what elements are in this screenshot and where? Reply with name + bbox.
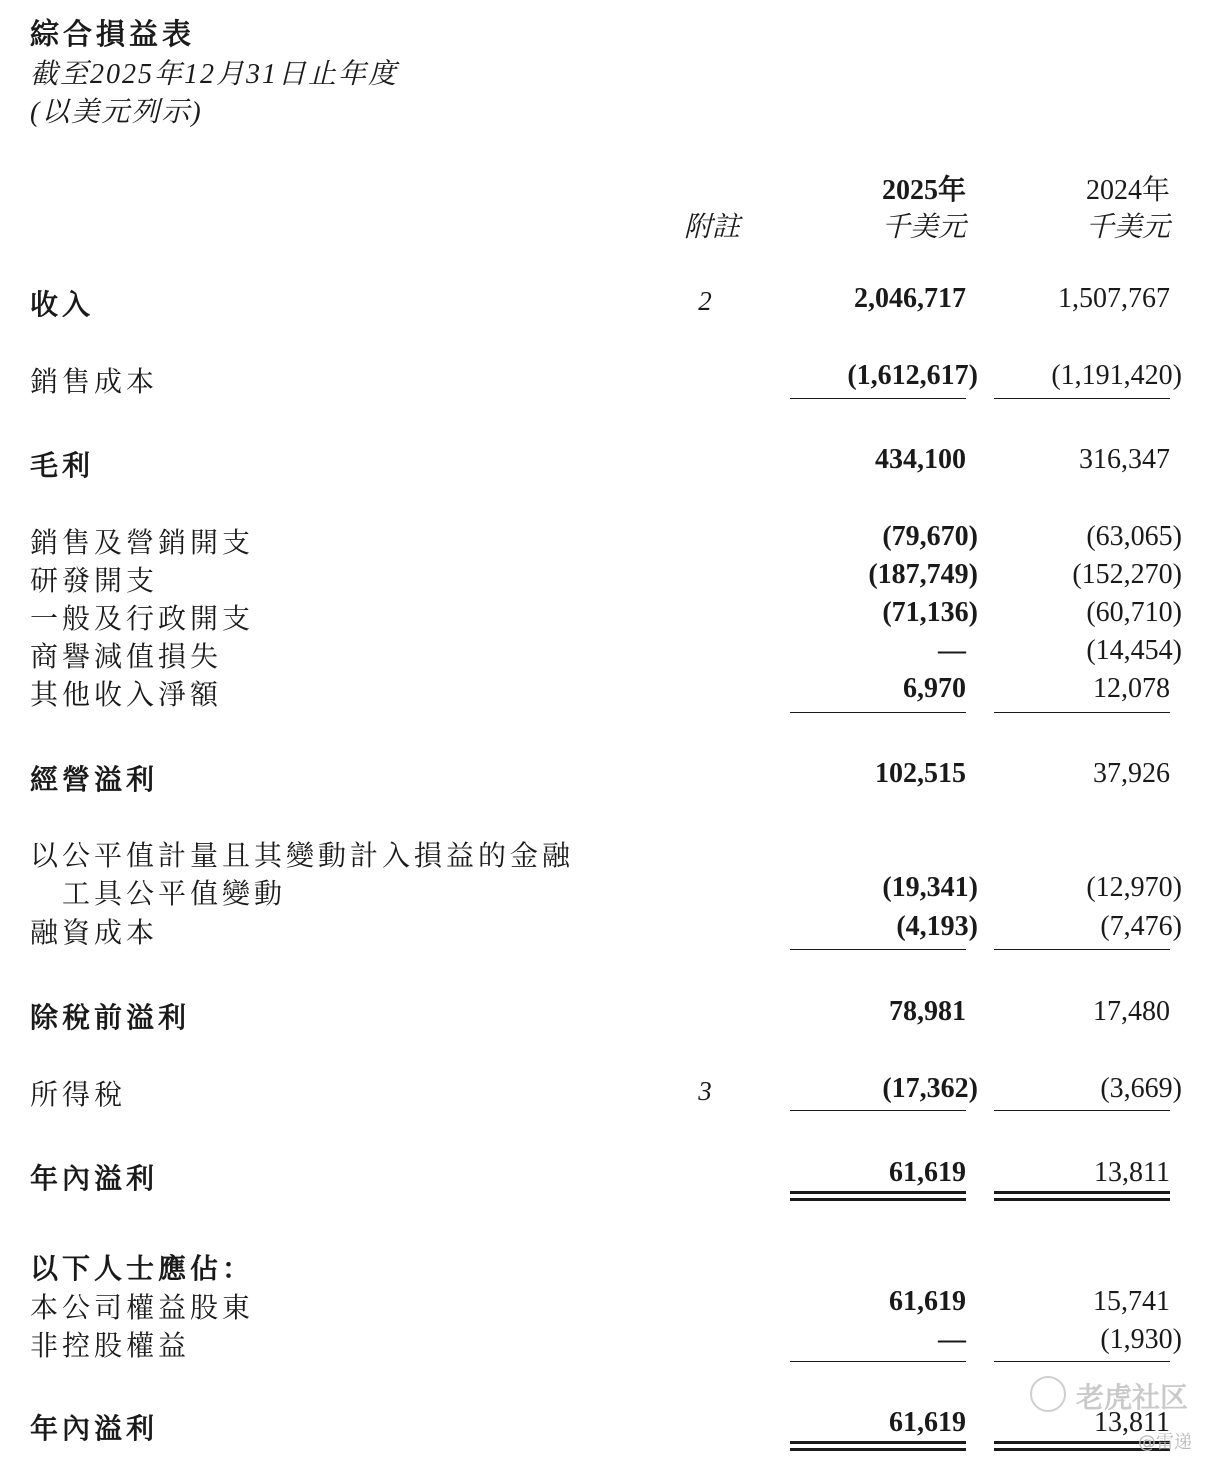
currency-note: (以美元列示) [30,97,203,128]
row-label-fair-value-changes: 以公平值計量且其變動計入損益的金融 [30,839,575,872]
underline-2025 [790,398,966,399]
value-2024-income-tax: (3,669) [1100,1073,1182,1104]
value-2025-finance-costs: (4,193) [896,911,978,942]
period-subtitle: 截至2025年12月31日止年度 [30,59,399,90]
value-2025-profit-for-year: 61,619 [889,1157,966,1188]
row-label-goodwill-impairment: 商譽減值損失 [30,640,223,673]
row-label-non-controlling-interests: 非控股權益 [30,1329,191,1362]
value-2024-admin-expenses: (60,710) [1086,597,1182,628]
watermark-brand: 老虎社区 [1076,1381,1189,1414]
statement-title: 綜合損益表 [30,17,196,51]
row-label-selling-expenses: 銷售及營銷開支 [30,526,255,559]
value-2025-fair-value-changes: (19,341) [882,872,978,903]
value-2025-profit-for-year-total: 61,619 [889,1407,966,1438]
row-label-revenue: 收入 [30,288,95,321]
value-2025-income-tax: (17,362) [882,1073,978,1104]
value-2024-rd-expenses: (152,270) [1072,559,1182,590]
value-2025-equity-shareholders: 61,619 [889,1286,966,1317]
value-2024-profit-before-tax: 17,480 [1093,996,1170,1027]
underline-2024 [994,712,1170,713]
value-2024-fair-value-changes: (12,970) [1086,872,1182,903]
underline-2025 [790,1361,966,1362]
value-2025-cost-of-sales: (1,612,617) [847,360,978,391]
row-note-revenue: 2 [698,286,712,316]
row-label-operating-profit: 經營溢利 [30,763,159,796]
value-2024-profit-for-year: 13,811 [1094,1157,1170,1188]
value-2025-admin-expenses: (71,136) [882,597,978,628]
row-label-cost-of-sales: 銷售成本 [30,365,159,398]
value-2024-cost-of-sales: (1,191,420) [1051,360,1182,391]
watermark-logo-icon [1030,1376,1066,1412]
row-label-other-income: 其他收入淨額 [30,678,223,711]
year-2024-unit: 千美元 [1085,212,1170,243]
underline-2025 [790,1110,966,1111]
year-2025-unit: 千美元 [881,212,966,243]
row-label-attributable-to: 以下人士應佔： [30,1252,255,1285]
value-2024-equity-shareholders: 15,741 [1093,1286,1170,1317]
row-label-gross-profit: 毛利 [30,449,95,482]
value-2025-profit-before-tax: 78,981 [889,996,966,1027]
value-2025-non-controlling-interests: — [938,1324,966,1355]
value-2025-goodwill-impairment: — [938,635,966,666]
value-2024-operating-profit: 37,926 [1093,758,1170,789]
value-2025-revenue: 2,046,717 [854,283,966,314]
row-label-income-tax: 所得稅 [30,1078,127,1111]
underline-2024 [994,398,1170,399]
row-label-profit-for-year-total: 年內溢利 [30,1412,159,1445]
value-2024-other-income: 12,078 [1093,673,1170,704]
row-note-income-tax: 3 [698,1076,712,1106]
row-label-admin-expenses: 一般及行政開支 [30,602,255,635]
value-2024-gross-profit: 316,347 [1079,444,1170,475]
row-label-rd-expenses: 研發開支 [30,564,159,597]
row-label-profit-for-year: 年內溢利 [30,1162,159,1195]
underline-2024 [994,1361,1170,1362]
row-label-finance-costs: 融資成本 [30,916,159,949]
underline-2024 [994,949,1170,950]
watermark-handle: @雷递 [1138,1432,1192,1453]
double-underline-2025 [790,1441,966,1451]
value-2025-other-income: 6,970 [903,673,966,704]
double-underline-2025 [790,1191,966,1201]
row-label-equity-shareholders: 本公司權益股東 [30,1291,255,1324]
underline-2024 [994,1110,1170,1111]
row-label-profit-before-tax: 除稅前溢利 [30,1001,191,1034]
value-2025-gross-profit: 434,100 [875,444,966,475]
double-underline-2024 [994,1191,1170,1201]
value-2024-profit-for-year-total: 13,811 [1094,1407,1170,1438]
year-2024-header: 2024年 [1085,175,1170,206]
value-2025-operating-profit: 102,515 [875,758,966,789]
value-2025-rd-expenses: (187,749) [868,559,978,590]
value-2024-selling-expenses: (63,065) [1086,521,1182,552]
value-2024-finance-costs: (7,476) [1100,911,1182,942]
underline-2025 [790,949,966,950]
row-label-fair-value-changes-cont: 工具公平值變動 [62,877,287,910]
value-2025-selling-expenses: (79,670) [882,521,978,552]
underline-2025 [790,712,966,713]
value-2024-goodwill-impairment: (14,454) [1086,635,1182,666]
year-2025-header: 2025年 [881,175,966,206]
value-2024-non-controlling-interests: (1,930) [1100,1324,1182,1355]
note-column-header: 附註 [683,212,740,243]
value-2024-revenue: 1,507,767 [1058,283,1170,314]
